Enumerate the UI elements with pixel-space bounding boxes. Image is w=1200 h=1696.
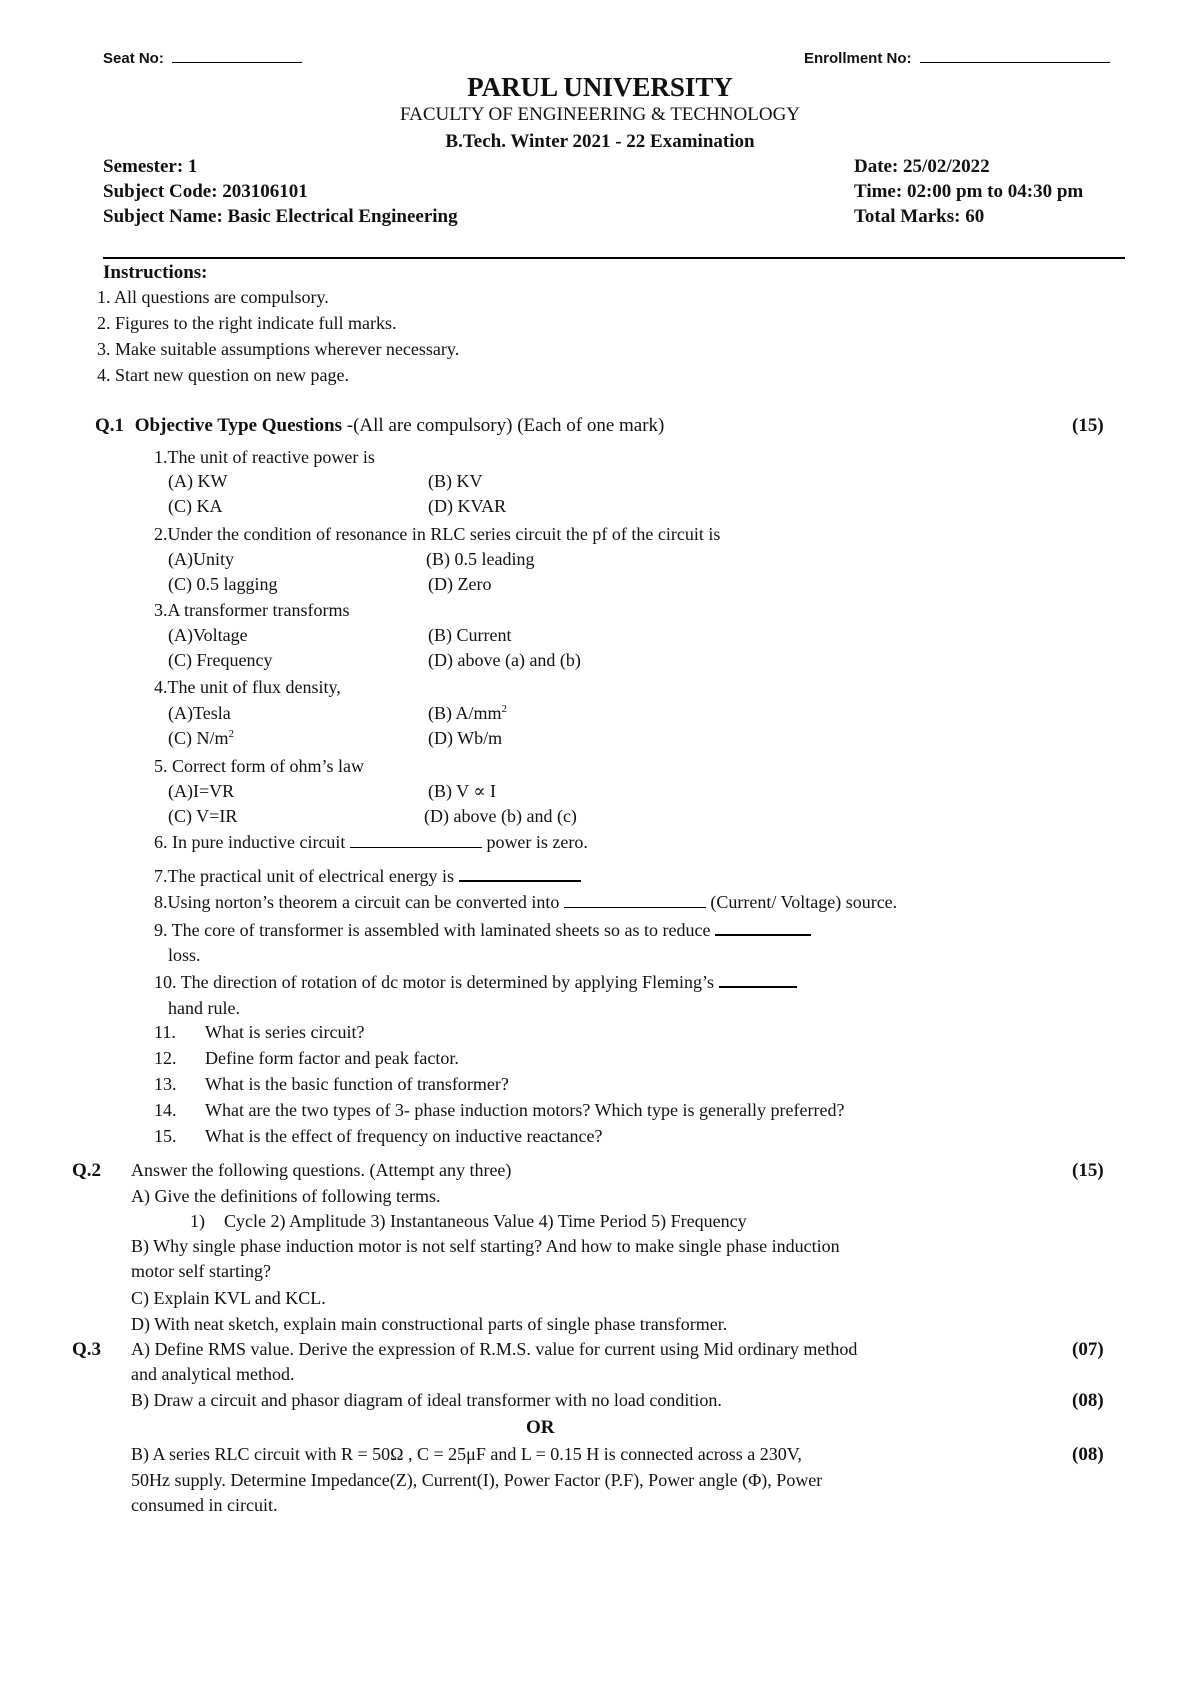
q3-part-b-alt: B) A series RLC circuit with R = 50Ω , C = 25μF and L = 0.15 H is connected across a 230V, [131,1444,802,1464]
mcq-option: (B) 0.5 leading [426,549,535,569]
seat-no-label: Seat No: [103,50,164,67]
q2-part-a-list-number: 1) [190,1211,205,1231]
mcq-option: (C) V=IR [168,806,238,826]
mcq-question: 4.The unit of flux density, [154,677,341,697]
header-divider [103,257,1125,259]
mcq-option: (C) 0.5 lagging [168,574,278,594]
q1-title-suffix: -(All are compulsory) (Each of one mark) [342,415,665,436]
seat-no-blank [172,62,302,63]
mcq-option: (B) A/mm [428,703,502,723]
q2-marks: (15) [1072,1160,1104,1181]
mcq-option-b-with-sup [428,703,507,724]
q3-number: Q.3 [72,1339,102,1360]
fill-blank-question-7 [154,866,581,887]
semester: Semester: 1 [103,156,198,177]
question-text: 9. The core of transformer is assembled with laminated sheets so as to reduce [154,920,711,940]
mcq-option: (C) Frequency [168,650,273,670]
mcq-option: (A)Unity [168,549,234,569]
mcq-option: (B) V ∝ I [428,781,497,801]
short-question-number: 14. [154,1100,177,1120]
question-text: (Current/ Voltage) source. [710,892,898,912]
q3-part-b-alt-marks: (08) [1072,1444,1104,1465]
short-question-text: Define form factor and peak factor. [205,1048,459,1068]
q2-part-b: B) Why single phase induction motor is not self starting? And how to make single phase induction [131,1236,840,1256]
fill-blank-question-9 [154,920,811,941]
mcq-question: 1.The unit of reactive power is [154,447,375,467]
mcq-option: (A)I=VR [168,781,235,801]
question-text: 8.Using norton’s theorem a circuit can be converted into [154,892,560,912]
subject-code: Subject Code: 203106101 [103,181,308,202]
mcq-question: 2.Under the condition of resonance in RLC series circuit the pf of the circuit is [154,524,721,544]
short-question-text: What is series circuit? [205,1022,365,1042]
total-marks: Total Marks: 60 [854,206,985,227]
exam-title: B.Tech. Winter 2021 - 22 Examination [445,131,755,152]
mcq-option: (D) Wb/m [428,728,503,748]
answer-blank [459,880,581,882]
seat-no-field [103,50,302,67]
exam-date: Date: 25/02/2022 [854,156,990,177]
mcq-option: (D) Zero [428,574,492,594]
q2-part-a-list: Cycle 2) Amplitude 3) Instantaneous Value 4) Time Period 5) Frequency [224,1211,747,1231]
answer-blank [715,934,811,936]
superscript-2: 2 [228,728,234,740]
short-question-number: 11. [154,1022,176,1042]
question-text: 10. The direction of rotation of dc motor is determined by applying Fleming’s [154,972,715,992]
question-text: 6. In pure inductive circuit [154,832,346,852]
faculty-title: FACULTY OF ENGINEERING & TECHNOLOGY [399,104,801,125]
q2-part-d: D) With neat sketch, explain main constructional parts of single phase transformer. [131,1314,728,1334]
q1-marks: (15) [1072,415,1104,436]
mcq-question: 5. Correct form of ohm’s law [154,756,364,776]
answer-blank [350,847,482,848]
mcq-option: (A)Voltage [168,625,248,645]
superscript-2: 2 [501,703,508,715]
q3-part-b-alt-continuation: 50Hz supply. Determine Impedance(Z), Current(I), Power Factor (P.F), Power angle (Φ), Power [131,1470,823,1490]
q3-part-a-marks: (07) [1072,1339,1104,1360]
q3-part-a: A) Define RMS value. Derive the expression of R.M.S. value for current using Mid ordinary method [131,1339,858,1359]
q1-number: Q.1 [95,415,125,436]
short-question-text: What is the basic function of transformer? [205,1074,509,1094]
or-separator: OR [526,1417,555,1438]
mcq-option: (C) N/m [168,728,229,748]
mcq-option: (D) above (a) and (b) [428,650,581,670]
mcq-question: 3.A transformer transforms [154,600,350,620]
university-title: PARUL UNIVERSITY [467,72,733,102]
mcq-option: (A)Tesla [168,703,231,723]
q2-part-a: A) Give the definitions of following terms. [131,1186,441,1206]
instruction-item: 3. Make suitable assumptions wherever necessary. [97,339,460,359]
fill-blank-question-6 [154,832,588,853]
instruction-item: 1. All questions are compulsory. [97,287,329,307]
mcq-option: (C) KA [168,496,223,516]
question-continuation: loss. [168,945,201,965]
instruction-item: 2. Figures to the right indicate full marks. [97,313,397,333]
short-question-number: 13. [154,1074,177,1094]
instructions-heading: Instructions: [103,262,208,283]
q2-part-c: C) Explain KVL and KCL. [131,1288,326,1308]
enrollment-no-label: Enrollment No: [804,50,912,67]
answer-blank [719,986,797,988]
mcq-option: (D) KVAR [428,496,507,516]
mcq-option: (D) above (b) and (c) [424,806,577,826]
exam-time: Time: 02:00 pm to 04:30 pm [854,181,1084,202]
q3-part-b: B) Draw a circuit and phasor diagram of ideal transformer with no load condition. [131,1390,722,1410]
short-question-number: 12. [154,1048,177,1068]
instruction-item: 4. Start new question on new page. [97,365,349,385]
short-question-number: 15. [154,1126,177,1146]
q2-part-b-continuation: motor self starting? [131,1261,271,1281]
question-continuation: hand rule. [168,998,240,1018]
q1-title: Objective Type Questions [134,415,343,436]
short-question-text: What are the two types of 3- phase induction motors? Which type is generally preferred? [205,1100,845,1120]
enrollment-no-field [804,50,1110,67]
fill-blank-question-8 [154,892,897,913]
fill-blank-question-10 [154,972,797,993]
mcq-option-c-with-sup [168,728,234,749]
q2-title: Answer the following questions. (Attempt any three) [131,1160,512,1180]
q2-number: Q.2 [72,1160,102,1181]
q3-part-b-marks: (08) [1072,1390,1104,1411]
q3-part-a-continuation: and analytical method. [131,1364,295,1384]
mcq-option: (B) Current [428,625,512,645]
question-text: 7.The practical unit of electrical energy is [154,866,455,886]
subject-name: Subject Name: Basic Electrical Engineering [103,206,458,227]
mcq-option: (A) KW [168,471,228,491]
enrollment-no-blank [920,62,1110,63]
mcq-option: (B) KV [428,471,483,491]
q1-heading [95,415,664,437]
answer-blank [564,907,706,908]
short-question-text: What is the effect of frequency on inductive reactance? [205,1126,603,1146]
question-text: power is zero. [486,832,588,852]
q3-part-b-alt-continuation: consumed in circuit. [131,1495,278,1515]
